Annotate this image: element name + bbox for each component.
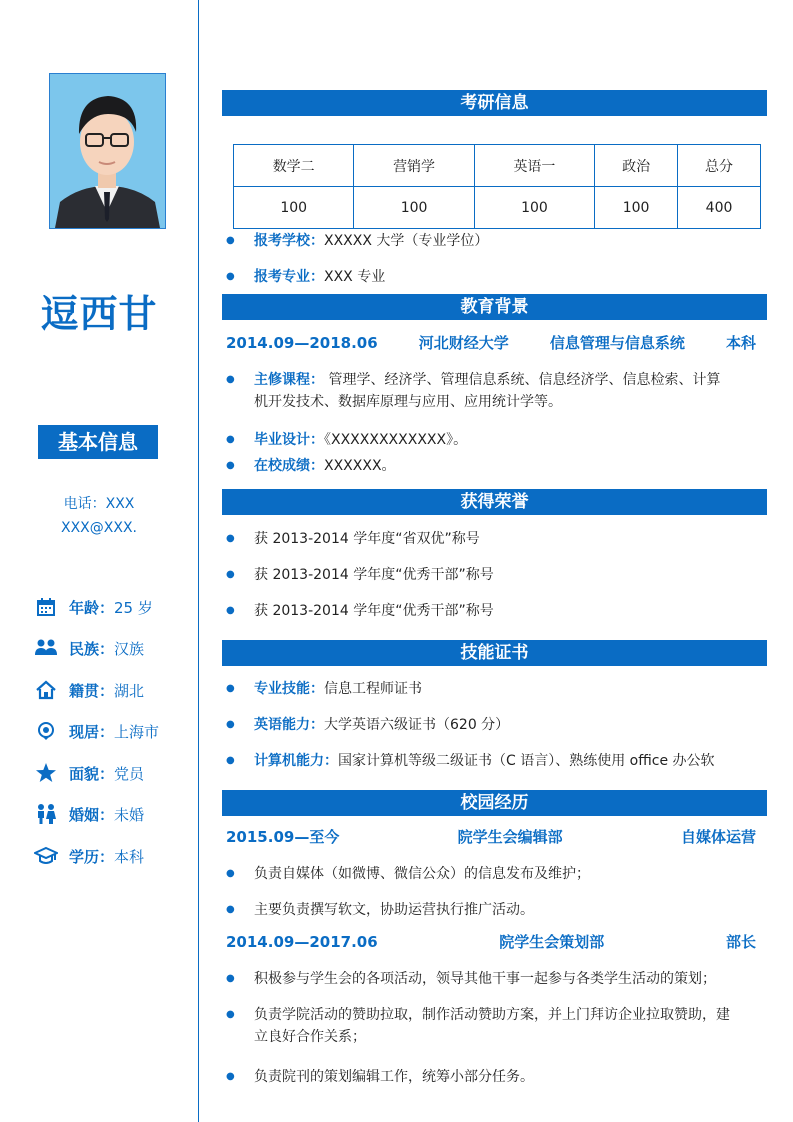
info-residence xyxy=(34,720,159,742)
table-cell: 100 xyxy=(595,187,678,229)
skill-label: 计算机能力： xyxy=(254,753,338,769)
exp1-role: 自媒体运营 xyxy=(680,828,756,846)
skill-label: 专业技能： xyxy=(254,681,324,697)
campus-section-title: 校园经历 xyxy=(222,790,767,816)
thesis-value: 《XXXXXXXXXXXX》。 xyxy=(324,432,468,448)
skill-value: 信息工程师证书 xyxy=(324,681,422,697)
graduation-cap-icon xyxy=(34,845,58,867)
bullet-icon: ● xyxy=(226,683,235,694)
campus-item xyxy=(226,968,756,990)
column-divider xyxy=(198,0,199,1122)
exam-score-table xyxy=(233,144,761,229)
marital-label: 婚姻： xyxy=(69,805,115,824)
target-school-label: 报考学校： xyxy=(254,233,324,249)
ethnicity-value: 汉族 xyxy=(114,639,145,658)
honor-text: 获 2013-2014 学年度“优秀干部”称号 xyxy=(254,603,494,619)
campus-item xyxy=(226,1066,756,1088)
skill-label: 英语能力： xyxy=(254,717,324,733)
thesis-label: 毕业设计： xyxy=(254,432,324,448)
education-section-title: 教育背景 xyxy=(222,294,767,320)
bullet-icon: ● xyxy=(226,533,235,544)
residence-label: 现居： xyxy=(69,722,115,741)
email-text: XXX@XXX. xyxy=(61,520,137,536)
campus-item xyxy=(226,1004,756,1048)
residence-value: 上海市 xyxy=(114,722,160,741)
skill-item xyxy=(226,714,756,736)
honor-text: 获 2013-2014 学年度“省双优”称号 xyxy=(254,531,480,547)
education-major: 信息管理与信息系统 xyxy=(549,334,685,352)
table-cell: 100 xyxy=(354,187,474,229)
star-icon xyxy=(34,762,58,784)
campus-item-text: 立良好合作关系； xyxy=(254,1029,366,1045)
location-icon xyxy=(34,720,58,742)
exp2-org: 院学生会策划部 xyxy=(499,933,605,951)
thesis-item xyxy=(226,429,756,451)
calendar-icon xyxy=(34,596,58,618)
education-school: 河北财经大学 xyxy=(418,334,509,352)
bullet-icon: ● xyxy=(226,904,235,915)
campus-item xyxy=(226,899,756,921)
basic-info-heading: 基本信息 xyxy=(38,425,158,459)
bullet-icon: ● xyxy=(226,434,235,445)
bullet-icon: ● xyxy=(226,271,235,282)
campus-item xyxy=(226,863,756,885)
bullet-icon: ● xyxy=(226,719,235,730)
grades-item xyxy=(226,455,756,477)
table-header-cell: 数学二 xyxy=(234,145,354,187)
info-ethnicity xyxy=(34,637,144,659)
home-icon xyxy=(34,679,58,701)
bullet-icon: ● xyxy=(226,374,235,385)
skill-item xyxy=(226,678,756,700)
bullet-icon: ● xyxy=(226,569,235,580)
courses-label: 主修课程： xyxy=(254,372,324,388)
table-row xyxy=(234,187,761,229)
exp1-period: 2015.09—至今 xyxy=(226,828,340,846)
courses-line-1: 管理学、经济学、管理信息系统、信息经济学、信息检索、计算 xyxy=(328,372,721,388)
campus-exp1-header xyxy=(226,826,756,848)
grades-label: 在校成绩： xyxy=(254,458,324,474)
bullet-icon: ● xyxy=(226,868,235,879)
skill-value: 国家计算机等级二级证书（C 语言）、熟练使用 office 办公软 xyxy=(338,753,715,769)
skill-item xyxy=(226,750,766,772)
profile-photo xyxy=(49,73,166,229)
info-marital xyxy=(34,803,144,825)
bullet-icon: ● xyxy=(226,235,235,246)
info-political xyxy=(34,762,144,784)
age-label: 年龄： xyxy=(69,598,115,617)
marital-value: 未婚 xyxy=(114,805,145,824)
education-label: 学历： xyxy=(69,847,115,866)
table-header-cell: 总分 xyxy=(678,145,761,187)
bullet-icon: ● xyxy=(226,1071,235,1082)
bullet-icon: ● xyxy=(226,755,235,766)
campus-item-text: 负责自媒体（如微博、微信公众）的信息发布及维护； xyxy=(254,866,590,882)
honors-section-title: 获得荣誉 xyxy=(222,489,767,515)
campus-item-text: 积极参与学生会的各项活动，领导其他干事一起参与各类学生活动的策划； xyxy=(254,971,716,987)
bullet-icon: ● xyxy=(226,460,235,471)
campus-exp2-header xyxy=(226,931,756,953)
table-cell: 400 xyxy=(678,187,761,229)
target-major-item xyxy=(226,266,756,288)
info-hometown xyxy=(34,679,144,701)
hometown-label: 籍贯： xyxy=(69,681,115,700)
candidate-name: 逗西甘 xyxy=(40,292,158,336)
table-cell: 100 xyxy=(474,187,594,229)
campus-item-text: 主要负责撰写软文，协助运营执行推广活动。 xyxy=(254,902,534,918)
political-value: 党员 xyxy=(114,764,145,783)
honor-item xyxy=(226,564,756,586)
people-icon xyxy=(34,637,58,659)
honor-text: 获 2013-2014 学年度“优秀干部”称号 xyxy=(254,567,494,583)
political-label: 面貌： xyxy=(69,764,115,783)
exp2-period: 2014.09—2017.06 xyxy=(226,933,378,951)
table-header-cell: 政治 xyxy=(595,145,678,187)
table-header-cell: 英语一 xyxy=(474,145,594,187)
ethnicity-label: 民族： xyxy=(69,639,115,658)
honor-item xyxy=(226,600,756,622)
honor-item xyxy=(226,528,756,550)
target-major-label: 报考专业： xyxy=(254,269,324,285)
table-header-cell: 营销学 xyxy=(354,145,474,187)
bullet-icon: ● xyxy=(226,1009,235,1020)
education-period: 2014.09—2018.06 xyxy=(226,334,378,352)
target-school-value: XXXXX 大学（专业学位） xyxy=(324,233,489,249)
skill-value: 大学英语六级证书（620 分） xyxy=(324,717,510,733)
grades-value: XXXXXX。 xyxy=(324,458,396,474)
couple-icon xyxy=(34,803,58,825)
courses-item xyxy=(226,369,756,413)
campus-item-text: 负责学院活动的赞助拉取，制作活动赞助方案，并上门拜访企业拉取赞助，建 xyxy=(254,1007,730,1023)
table-header-row xyxy=(234,145,761,187)
exp2-role: 部长 xyxy=(725,933,756,951)
age-value: 25 岁 xyxy=(114,598,153,617)
exam-section-title: 考研信息 xyxy=(222,90,767,116)
hometown-value: 湖北 xyxy=(114,681,145,700)
target-major-value: XXX 专业 xyxy=(324,269,386,285)
table-cell: 100 xyxy=(234,187,354,229)
phone-text: 电话：XXX xyxy=(63,496,135,512)
info-education xyxy=(34,845,144,867)
exp1-org: 院学生会编辑部 xyxy=(457,828,563,846)
courses-line-2: 机开发技术、数据库原理与应用、应用统计学等。 xyxy=(254,394,562,410)
bullet-icon: ● xyxy=(226,605,235,616)
target-school-item xyxy=(226,230,756,252)
education-degree: 本科 xyxy=(725,334,756,352)
info-age xyxy=(34,596,153,618)
campus-item-text: 负责院刊的策划编辑工作，统筹小部分任务。 xyxy=(254,1069,534,1085)
skills-section-title: 技能证书 xyxy=(222,640,767,666)
bullet-icon: ● xyxy=(226,973,235,984)
education-value: 本科 xyxy=(114,847,145,866)
education-header-row xyxy=(226,332,756,354)
